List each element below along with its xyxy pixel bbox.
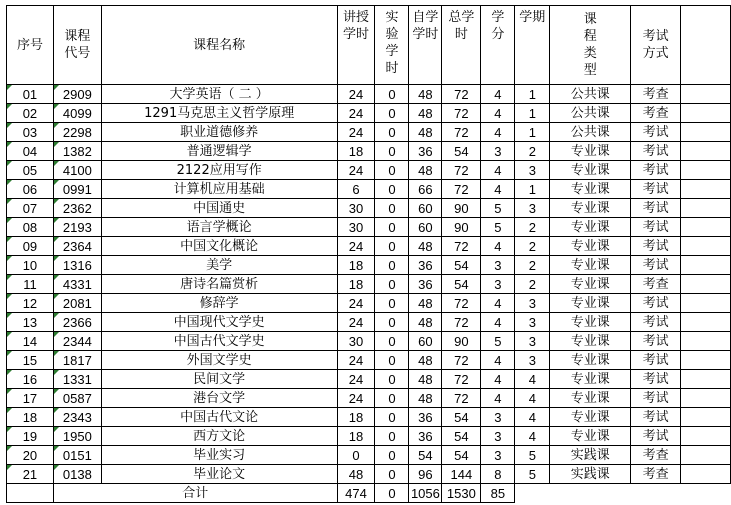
cell-type: 专业课 bbox=[550, 180, 631, 199]
table-row bbox=[7, 351, 731, 370]
cell-seq: 16 bbox=[7, 370, 54, 389]
cell-term: 1 bbox=[515, 85, 550, 104]
cell-lecture: 24 bbox=[337, 104, 375, 123]
cell-self: 48 bbox=[409, 237, 442, 256]
cell-lecture: 24 bbox=[337, 237, 375, 256]
cell-lab: 0 bbox=[375, 104, 409, 123]
cell-extra bbox=[681, 180, 731, 199]
cell-lab: 0 bbox=[375, 313, 409, 332]
cell-credit: 5 bbox=[481, 199, 515, 218]
cell-credit: 4 bbox=[481, 351, 515, 370]
cell-exam: 考试 bbox=[631, 332, 681, 351]
cell-total: 90 bbox=[442, 332, 481, 351]
cell-lab: 0 bbox=[375, 237, 409, 256]
cell-lab: 0 bbox=[375, 446, 409, 465]
cell-extra bbox=[681, 142, 731, 161]
header-seq: 序号 bbox=[7, 6, 54, 85]
cell-exam: 考试 bbox=[631, 123, 681, 142]
cell-total: 90 bbox=[442, 199, 481, 218]
cell-code: 2909 bbox=[53, 85, 101, 104]
cell-type: 专业课 bbox=[550, 313, 631, 332]
cell-extra bbox=[681, 351, 731, 370]
cell-credit: 4 bbox=[481, 85, 515, 104]
cell-type: 专业课 bbox=[550, 389, 631, 408]
cell-lecture: 6 bbox=[337, 180, 375, 199]
cell-term: 2 bbox=[515, 275, 550, 294]
cell-term: 3 bbox=[515, 332, 550, 351]
cell-type: 专业课 bbox=[550, 199, 631, 218]
cell-self: 54 bbox=[409, 446, 442, 465]
cell-extra bbox=[681, 256, 731, 275]
cell-type: 专业课 bbox=[550, 256, 631, 275]
cell-lecture: 18 bbox=[337, 142, 375, 161]
cell-code: 2298 bbox=[53, 123, 101, 142]
cell-code: 1950 bbox=[53, 427, 101, 446]
cell-code: 2366 bbox=[53, 313, 101, 332]
cell-name: 计算机应用基础 bbox=[101, 180, 337, 199]
cell-credit: 3 bbox=[481, 427, 515, 446]
cell-total: 54 bbox=[442, 446, 481, 465]
cell-name: 中国现代文学史 bbox=[101, 313, 337, 332]
cell-self: 48 bbox=[409, 370, 442, 389]
cell-total: 72 bbox=[442, 85, 481, 104]
cell-lab: 0 bbox=[375, 123, 409, 142]
cell-type: 专业课 bbox=[550, 161, 631, 180]
cell-extra bbox=[681, 123, 731, 142]
cell-self: 48 bbox=[409, 85, 442, 104]
cell-total: 72 bbox=[442, 237, 481, 256]
cell-exam: 考试 bbox=[631, 389, 681, 408]
cell-extra bbox=[681, 465, 731, 484]
cell-lab: 0 bbox=[375, 199, 409, 218]
cell-code: 4331 bbox=[53, 275, 101, 294]
cell-lecture: 30 bbox=[337, 332, 375, 351]
cell-type: 公共课 bbox=[550, 85, 631, 104]
cell-lecture: 24 bbox=[337, 85, 375, 104]
cell-name: 毕业论文 bbox=[101, 465, 337, 484]
cell-lecture: 18 bbox=[337, 275, 375, 294]
table-row bbox=[7, 104, 731, 123]
cell-type: 专业课 bbox=[550, 218, 631, 237]
totals-credit: 85 bbox=[481, 484, 515, 503]
cell-lecture: 24 bbox=[337, 294, 375, 313]
cell-type: 公共课 bbox=[550, 104, 631, 123]
totals-total: 1530 bbox=[442, 484, 481, 503]
cell-seq: 04 bbox=[7, 142, 54, 161]
cell-lab: 0 bbox=[375, 218, 409, 237]
cell-self: 48 bbox=[409, 351, 442, 370]
cell-name: 大学英语（ 二 ） bbox=[101, 85, 337, 104]
cell-type: 专业课 bbox=[550, 408, 631, 427]
cell-extra bbox=[681, 370, 731, 389]
cell-lab: 0 bbox=[375, 85, 409, 104]
cell-type: 专业课 bbox=[550, 294, 631, 313]
cell-self: 48 bbox=[409, 313, 442, 332]
table-row bbox=[7, 218, 731, 237]
cell-lecture: 24 bbox=[337, 370, 375, 389]
cell-credit: 3 bbox=[481, 275, 515, 294]
table-row bbox=[7, 294, 731, 313]
cell-lecture: 18 bbox=[337, 427, 375, 446]
cell-term: 2 bbox=[515, 256, 550, 275]
cell-code: 4099 bbox=[53, 104, 101, 123]
cell-term: 3 bbox=[515, 351, 550, 370]
cell-self: 60 bbox=[409, 218, 442, 237]
cell-extra bbox=[681, 332, 731, 351]
cell-exam: 考试 bbox=[631, 427, 681, 446]
header-term: 学期 bbox=[515, 6, 550, 85]
cell-type: 公共课 bbox=[550, 123, 631, 142]
cell-code: 2081 bbox=[53, 294, 101, 313]
cell-total: 54 bbox=[442, 427, 481, 446]
cell-exam: 考试 bbox=[631, 180, 681, 199]
cell-credit: 3 bbox=[481, 408, 515, 427]
cell-lecture: 30 bbox=[337, 218, 375, 237]
cell-total: 54 bbox=[442, 142, 481, 161]
cell-extra bbox=[681, 408, 731, 427]
cell-credit: 4 bbox=[481, 237, 515, 256]
cell-self: 36 bbox=[409, 142, 442, 161]
cell-extra bbox=[681, 237, 731, 256]
cell-credit: 5 bbox=[481, 332, 515, 351]
cell-seq: 03 bbox=[7, 123, 54, 142]
cell-type: 专业课 bbox=[550, 142, 631, 161]
cell-name: 民间文学 bbox=[101, 370, 337, 389]
header-type: 课程类型 bbox=[550, 6, 631, 85]
cell-lab: 0 bbox=[375, 389, 409, 408]
cell-exam: 考查 bbox=[631, 275, 681, 294]
cell-code: 4100 bbox=[53, 161, 101, 180]
cell-code: 2362 bbox=[53, 199, 101, 218]
cell-credit: 4 bbox=[481, 104, 515, 123]
cell-lecture: 48 bbox=[337, 465, 375, 484]
cell-code: 1382 bbox=[53, 142, 101, 161]
cell-seq: 12 bbox=[7, 294, 54, 313]
cell-term: 1 bbox=[515, 180, 550, 199]
totals-lab: 0 bbox=[375, 484, 409, 503]
cell-code: 0138 bbox=[53, 465, 101, 484]
cell-seq: 19 bbox=[7, 427, 54, 446]
cell-type: 实践课 bbox=[550, 446, 631, 465]
cell-name: 外国文学史 bbox=[101, 351, 337, 370]
cell-exam: 考试 bbox=[631, 294, 681, 313]
cell-credit: 8 bbox=[481, 465, 515, 484]
cell-type: 专业课 bbox=[550, 351, 631, 370]
totals-empty-exam bbox=[631, 484, 681, 503]
cell-seq: 05 bbox=[7, 161, 54, 180]
cell-exam: 考试 bbox=[631, 370, 681, 389]
cell-total: 72 bbox=[442, 389, 481, 408]
cell-lecture: 18 bbox=[337, 408, 375, 427]
cell-code: 1316 bbox=[53, 256, 101, 275]
header-self: 自学学时 bbox=[409, 6, 442, 85]
cell-self: 48 bbox=[409, 104, 442, 123]
cell-credit: 4 bbox=[481, 294, 515, 313]
cell-term: 4 bbox=[515, 370, 550, 389]
totals-empty-term bbox=[515, 484, 550, 503]
header-code: 课程代号 bbox=[53, 6, 101, 85]
cell-extra bbox=[681, 294, 731, 313]
table-row bbox=[7, 123, 731, 142]
cell-term: 3 bbox=[515, 199, 550, 218]
cell-self: 60 bbox=[409, 199, 442, 218]
cell-seq: 10 bbox=[7, 256, 54, 275]
table-row bbox=[7, 161, 731, 180]
table-row bbox=[7, 237, 731, 256]
cell-total: 72 bbox=[442, 161, 481, 180]
table-row bbox=[7, 332, 731, 351]
cell-credit: 4 bbox=[481, 180, 515, 199]
cell-total: 90 bbox=[442, 218, 481, 237]
cell-lab: 0 bbox=[375, 427, 409, 446]
cell-name: 唐诗名篇赏析 bbox=[101, 275, 337, 294]
cell-code: 0991 bbox=[53, 180, 101, 199]
cell-type: 专业课 bbox=[550, 370, 631, 389]
cell-exam: 考试 bbox=[631, 199, 681, 218]
cell-term: 2 bbox=[515, 237, 550, 256]
cell-lab: 0 bbox=[375, 275, 409, 294]
table-row bbox=[7, 180, 731, 199]
cell-total: 72 bbox=[442, 294, 481, 313]
cell-exam: 考试 bbox=[631, 256, 681, 275]
cell-seq: 17 bbox=[7, 389, 54, 408]
totals-label: 合计 bbox=[53, 484, 337, 503]
cell-name: 1291马克思主义哲学原理 bbox=[101, 104, 337, 123]
cell-total: 72 bbox=[442, 351, 481, 370]
totals-lecture: 474 bbox=[337, 484, 375, 503]
course-table bbox=[6, 5, 731, 503]
cell-total: 54 bbox=[442, 408, 481, 427]
cell-exam: 考试 bbox=[631, 142, 681, 161]
cell-self: 48 bbox=[409, 294, 442, 313]
cell-seq: 18 bbox=[7, 408, 54, 427]
cell-exam: 考试 bbox=[631, 351, 681, 370]
header-name: 课程名称 bbox=[101, 6, 337, 85]
cell-term: 4 bbox=[515, 389, 550, 408]
cell-name: 普通逻辑学 bbox=[101, 142, 337, 161]
cell-lecture: 0 bbox=[337, 446, 375, 465]
cell-lecture: 24 bbox=[337, 389, 375, 408]
cell-term: 1 bbox=[515, 104, 550, 123]
cell-total: 54 bbox=[442, 275, 481, 294]
cell-name: 修辞学 bbox=[101, 294, 337, 313]
cell-extra bbox=[681, 85, 731, 104]
table-row bbox=[7, 313, 731, 332]
header-total: 总学时 bbox=[442, 6, 481, 85]
cell-credit: 4 bbox=[481, 313, 515, 332]
cell-code: 2343 bbox=[53, 408, 101, 427]
table-row bbox=[7, 199, 731, 218]
cell-self: 48 bbox=[409, 161, 442, 180]
table-row bbox=[7, 446, 731, 465]
totals-self: 1056 bbox=[409, 484, 442, 503]
cell-self: 48 bbox=[409, 123, 442, 142]
cell-seq: 09 bbox=[7, 237, 54, 256]
table-row bbox=[7, 275, 731, 294]
cell-credit: 4 bbox=[481, 161, 515, 180]
cell-term: 5 bbox=[515, 465, 550, 484]
totals-empty-type bbox=[550, 484, 631, 503]
cell-exam: 考查 bbox=[631, 446, 681, 465]
cell-code: 1817 bbox=[53, 351, 101, 370]
cell-seq: 08 bbox=[7, 218, 54, 237]
cell-code: 2344 bbox=[53, 332, 101, 351]
cell-lecture: 24 bbox=[337, 123, 375, 142]
cell-seq: 02 bbox=[7, 104, 54, 123]
cell-exam: 考查 bbox=[631, 465, 681, 484]
cell-term: 1 bbox=[515, 123, 550, 142]
cell-credit: 3 bbox=[481, 142, 515, 161]
cell-code: 0151 bbox=[53, 446, 101, 465]
cell-total: 72 bbox=[442, 180, 481, 199]
cell-code: 1331 bbox=[53, 370, 101, 389]
cell-lab: 0 bbox=[375, 142, 409, 161]
cell-extra bbox=[681, 275, 731, 294]
table-row bbox=[7, 256, 731, 275]
cell-lecture: 24 bbox=[337, 351, 375, 370]
header-lab: 实验学时 bbox=[375, 6, 409, 85]
cell-term: 4 bbox=[515, 427, 550, 446]
cell-lab: 0 bbox=[375, 256, 409, 275]
cell-name: 中国古代文论 bbox=[101, 408, 337, 427]
cell-name: 职业道德修养 bbox=[101, 123, 337, 142]
cell-extra bbox=[681, 199, 731, 218]
cell-credit: 4 bbox=[481, 370, 515, 389]
cell-term: 5 bbox=[515, 446, 550, 465]
cell-lab: 0 bbox=[375, 161, 409, 180]
table-row bbox=[7, 427, 731, 446]
cell-extra bbox=[681, 161, 731, 180]
cell-name: 中国通史 bbox=[101, 199, 337, 218]
cell-self: 60 bbox=[409, 332, 442, 351]
header-extra bbox=[681, 6, 731, 85]
cell-lecture: 24 bbox=[337, 161, 375, 180]
table-row bbox=[7, 465, 731, 484]
cell-exam: 考试 bbox=[631, 313, 681, 332]
table-row bbox=[7, 408, 731, 427]
cell-type: 专业课 bbox=[550, 275, 631, 294]
cell-total: 72 bbox=[442, 370, 481, 389]
table-row bbox=[7, 389, 731, 408]
cell-term: 3 bbox=[515, 161, 550, 180]
cell-type: 实践课 bbox=[550, 465, 631, 484]
cell-name: 2122应用写作 bbox=[101, 161, 337, 180]
cell-total: 54 bbox=[442, 256, 481, 275]
cell-seq: 06 bbox=[7, 180, 54, 199]
cell-name: 毕业实习 bbox=[101, 446, 337, 465]
cell-credit: 3 bbox=[481, 446, 515, 465]
cell-lab: 0 bbox=[375, 351, 409, 370]
cell-name: 中国文化概论 bbox=[101, 237, 337, 256]
cell-credit: 4 bbox=[481, 123, 515, 142]
cell-self: 66 bbox=[409, 180, 442, 199]
cell-exam: 考查 bbox=[631, 104, 681, 123]
cell-code: 0587 bbox=[53, 389, 101, 408]
cell-type: 专业课 bbox=[550, 427, 631, 446]
cell-exam: 考试 bbox=[631, 218, 681, 237]
cell-type: 专业课 bbox=[550, 332, 631, 351]
cell-self: 96 bbox=[409, 465, 442, 484]
cell-term: 2 bbox=[515, 218, 550, 237]
totals-row bbox=[7, 484, 731, 503]
cell-total: 72 bbox=[442, 313, 481, 332]
cell-lecture: 24 bbox=[337, 313, 375, 332]
cell-extra bbox=[681, 389, 731, 408]
cell-self: 36 bbox=[409, 427, 442, 446]
cell-seq: 07 bbox=[7, 199, 54, 218]
cell-seq: 01 bbox=[7, 85, 54, 104]
header-lecture: 讲授学时 bbox=[337, 6, 375, 85]
cell-seq: 15 bbox=[7, 351, 54, 370]
cell-exam: 考试 bbox=[631, 237, 681, 256]
cell-term: 3 bbox=[515, 313, 550, 332]
cell-exam: 考试 bbox=[631, 408, 681, 427]
cell-self: 36 bbox=[409, 256, 442, 275]
cell-lecture: 30 bbox=[337, 199, 375, 218]
cell-total: 72 bbox=[442, 123, 481, 142]
cell-lab: 0 bbox=[375, 408, 409, 427]
header-exam: 考试方式 bbox=[631, 6, 681, 85]
cell-seq: 11 bbox=[7, 275, 54, 294]
cell-extra bbox=[681, 446, 731, 465]
table-row bbox=[7, 85, 731, 104]
cell-lab: 0 bbox=[375, 332, 409, 351]
table-row bbox=[7, 142, 731, 161]
cell-lab: 0 bbox=[375, 294, 409, 313]
cell-extra bbox=[681, 313, 731, 332]
cell-term: 2 bbox=[515, 142, 550, 161]
cell-name: 美学 bbox=[101, 256, 337, 275]
cell-lab: 0 bbox=[375, 370, 409, 389]
cell-self: 48 bbox=[409, 389, 442, 408]
cell-seq: 14 bbox=[7, 332, 54, 351]
cell-extra bbox=[681, 427, 731, 446]
cell-term: 4 bbox=[515, 408, 550, 427]
cell-name: 西方文论 bbox=[101, 427, 337, 446]
cell-code: 2364 bbox=[53, 237, 101, 256]
totals-empty-seq bbox=[7, 484, 54, 503]
totals-empty-extra bbox=[681, 484, 731, 503]
cell-exam: 考查 bbox=[631, 85, 681, 104]
table-row bbox=[7, 370, 731, 389]
header-row bbox=[7, 6, 731, 85]
cell-lab: 0 bbox=[375, 180, 409, 199]
cell-total: 144 bbox=[442, 465, 481, 484]
cell-type: 专业课 bbox=[550, 237, 631, 256]
cell-credit: 5 bbox=[481, 218, 515, 237]
cell-total: 72 bbox=[442, 104, 481, 123]
cell-term: 3 bbox=[515, 294, 550, 313]
cell-self: 36 bbox=[409, 275, 442, 294]
cell-name: 港台文学 bbox=[101, 389, 337, 408]
cell-extra bbox=[681, 218, 731, 237]
cell-lab: 0 bbox=[375, 465, 409, 484]
cell-name: 语言学概论 bbox=[101, 218, 337, 237]
cell-credit: 3 bbox=[481, 256, 515, 275]
cell-code: 2193 bbox=[53, 218, 101, 237]
cell-seq: 20 bbox=[7, 446, 54, 465]
cell-exam: 考试 bbox=[631, 161, 681, 180]
header-credit: 学分 bbox=[481, 6, 515, 85]
cell-seq: 21 bbox=[7, 465, 54, 484]
cell-credit: 4 bbox=[481, 389, 515, 408]
cell-extra bbox=[681, 104, 731, 123]
cell-name: 中国古代文学史 bbox=[101, 332, 337, 351]
cell-seq: 13 bbox=[7, 313, 54, 332]
cell-self: 36 bbox=[409, 408, 442, 427]
cell-lecture: 18 bbox=[337, 256, 375, 275]
